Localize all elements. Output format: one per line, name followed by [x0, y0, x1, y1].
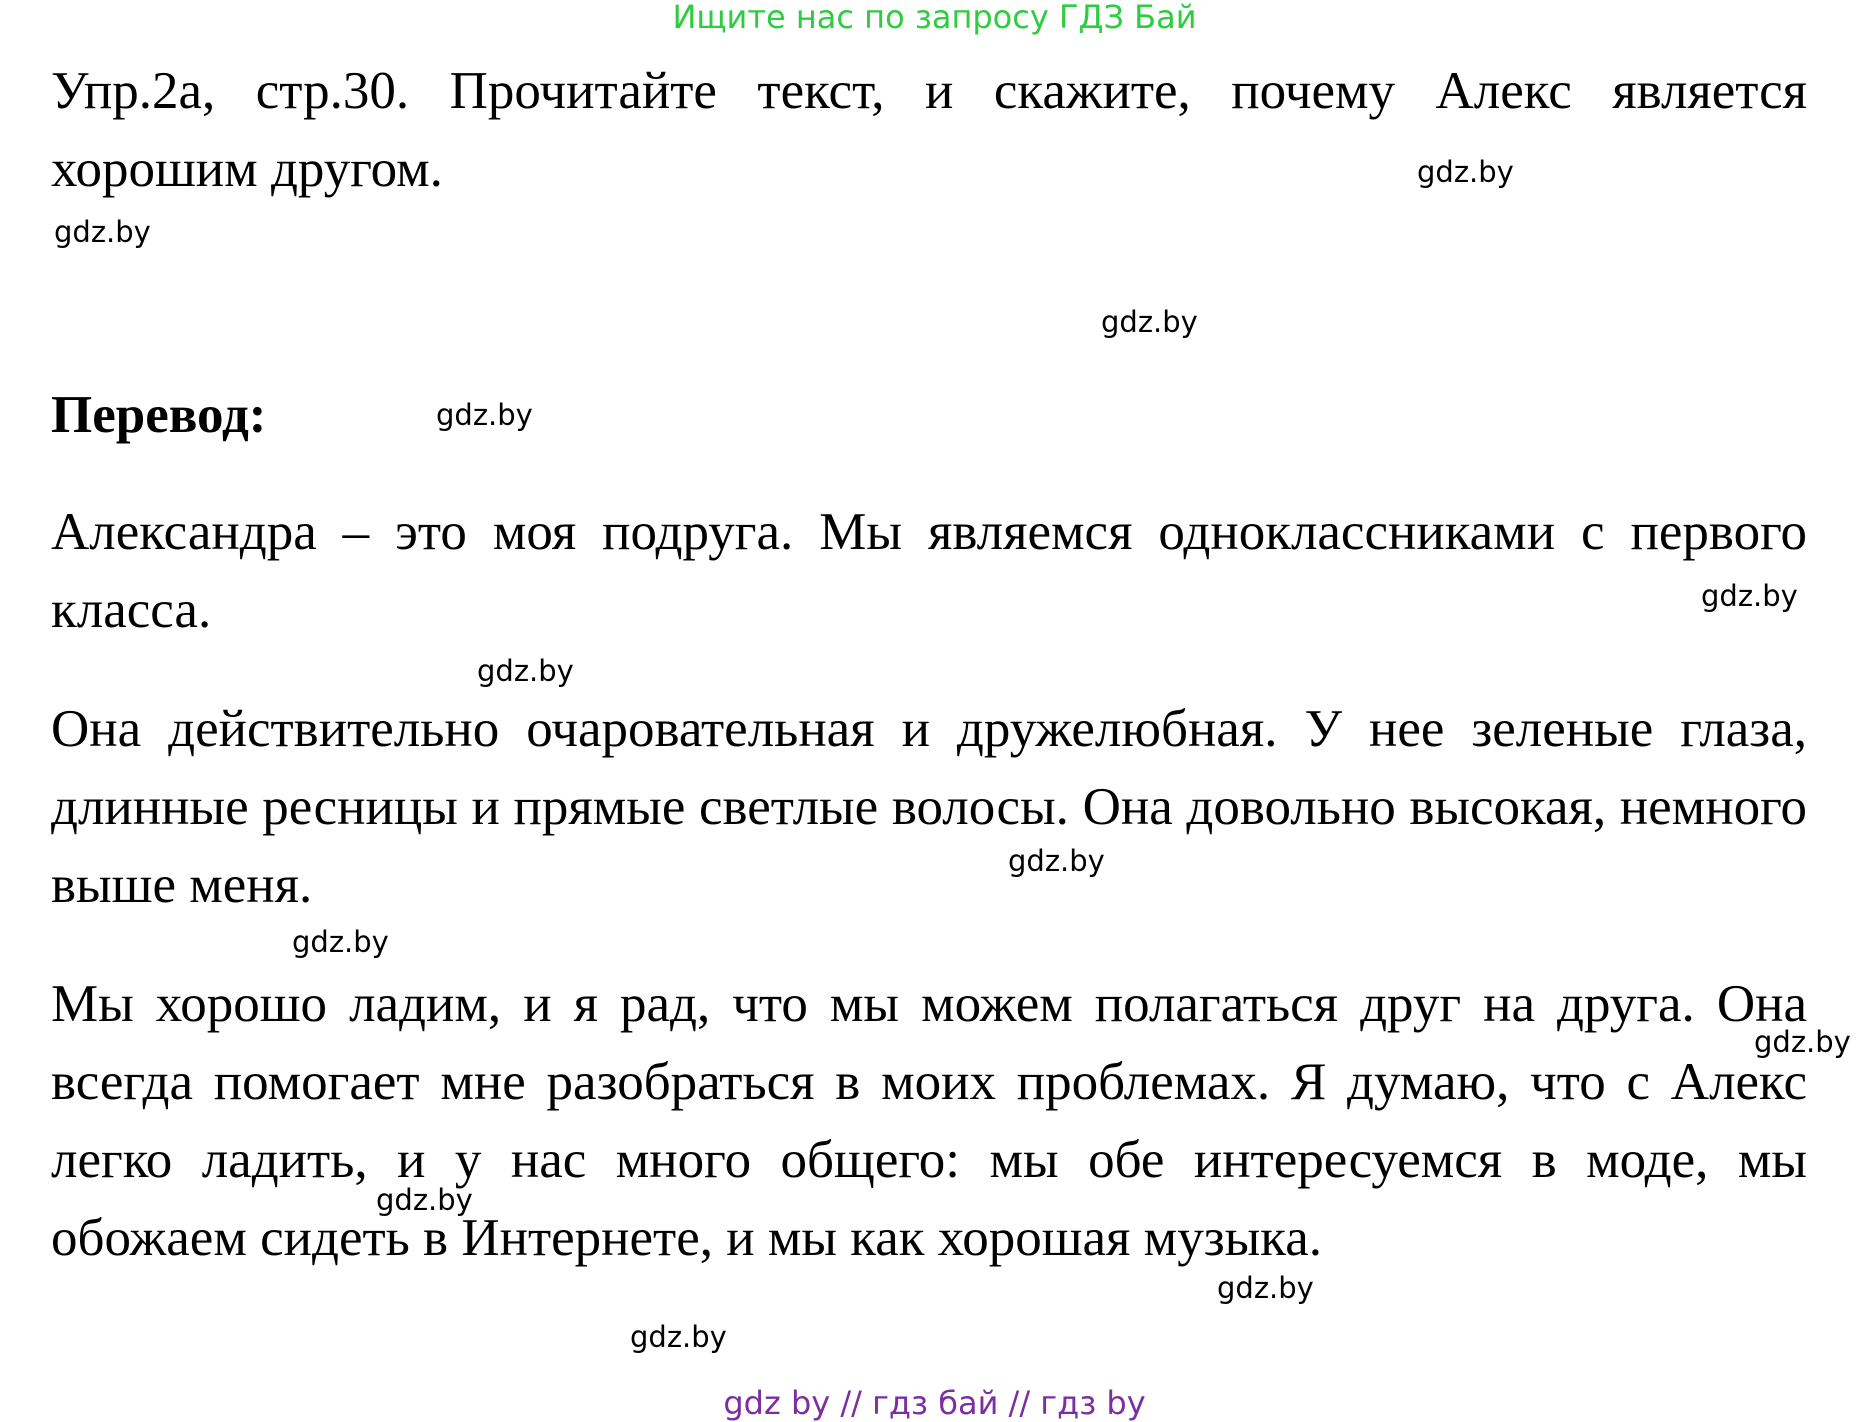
watermark: gdz.by [1701, 579, 1798, 613]
watermark: gdz.by [1008, 844, 1105, 878]
watermark: gdz.by [376, 1183, 473, 1217]
paragraph-1: Александра – это моя подруга. Мы являемся одноклассниками с первого класса. [51, 503, 1807, 639]
paragraph-3: Мы хорошо ладим, и я рад, что мы можем полагаться друг на друга. Она всегда помогает мне разобраться в моих проблемах. Я думаю, что с Алекс легко ладить, и у нас много общего: мы обе интересуемся в моде, мы обожаем сидеть в Интернете, и мы как хорошая музыка. [51, 975, 1807, 1267]
watermark: gdz.by [630, 1320, 727, 1354]
watermark: gdz.by [477, 654, 574, 688]
translation-heading: Перевод: [51, 386, 267, 444]
paragraph-2: Она действительно очаровательная и дружелюбная. У нее зеленые глаза, длинные ресницы и прямые светлые волосы. Она довольно высокая, немного выше меня. [51, 700, 1807, 914]
watermark: gdz.by [292, 925, 389, 959]
footer-watermark: gdz by // гдз бай // гдз by [723, 1384, 1146, 1422]
search-banner: Ищите нас по запросу ГДЗ Бай [672, 0, 1197, 36]
watermark: gdz.by [1101, 305, 1198, 339]
task-text: Упр.2а, стр.30. Прочитайте текст, и скажите, почему Алекс является хорошим другом. [51, 62, 1807, 198]
watermark: gdz.by [436, 398, 533, 432]
watermark: gdz.by [54, 215, 151, 249]
watermark: gdz.by [1417, 155, 1514, 189]
watermark: gdz.by [1217, 1271, 1314, 1305]
watermark: gdz.by [1754, 1025, 1851, 1059]
